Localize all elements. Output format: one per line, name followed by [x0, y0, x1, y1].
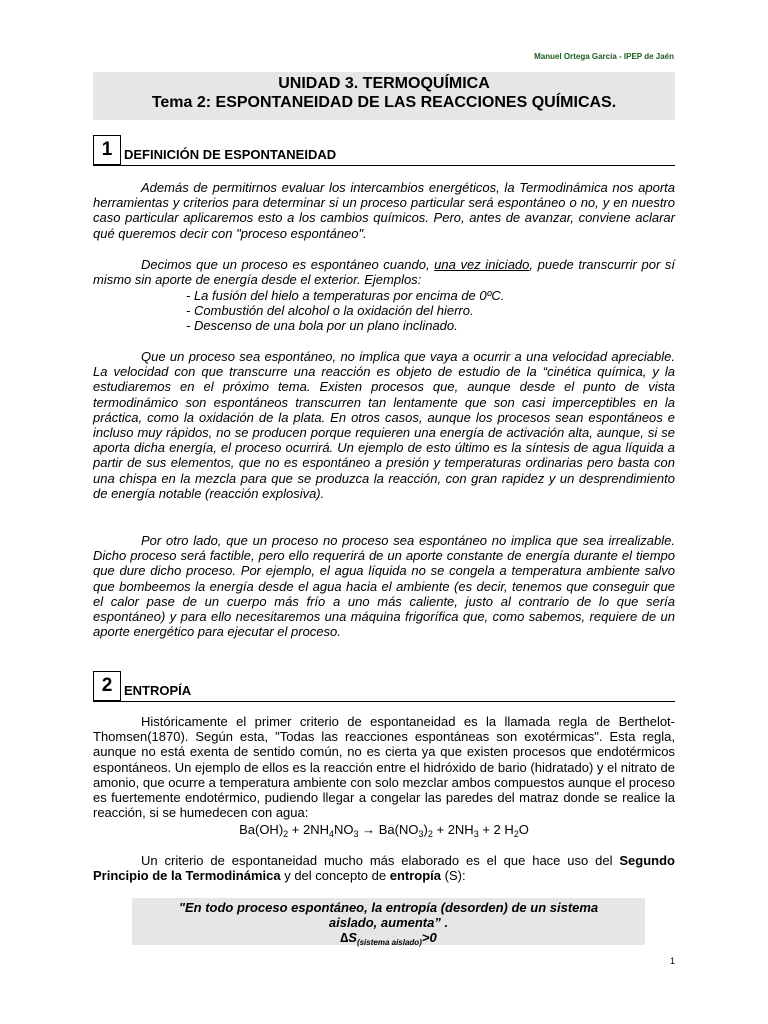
- underlined-text: una vez iniciado: [434, 257, 530, 272]
- topic-title: Tema 2: ESPONTANEIDAD DE LAS REACCIONES QUÍMICAS.: [151, 94, 617, 111]
- eq-part: → Ba(NO: [358, 822, 419, 837]
- text: (S):: [441, 868, 466, 884]
- chemical-equation: [93, 822, 675, 842]
- bold-text: Segundo Principio de la Termodinámica: [93, 853, 675, 884]
- eq-part: + 2 H: [478, 822, 514, 837]
- eq-part: O: [518, 822, 529, 837]
- paragraph: Por otro lado, que un proceso no proceso sea espontáneo no implica que sea irrealizable. Dicho proceso será factible, pero ello requerirá de un aporte constante de energía durante el tiempo que dure dicho proceso. Por ejemplo, el agua líquida no se congela a temperatura ambiente salvo que bombeemos la energía desde el agua hacia el ambiente (es decir, tenemos que conseguir que el calor pase de un cuerpo más frío a uno más caliente, justo al contrario de lo que sería espontáneo) y para ello necesitaremos una máquina frigorífica que, como sabemos, requiere de un aporte energético para ejecutar el proceso.: [93, 533, 675, 640]
- formula-subscript: (sistema aislado): [356, 938, 422, 947]
- quote-line: "En todo proceso espontáneo, la entropía (desorden) de un sistema: [178, 900, 599, 915]
- eq-sub: 2: [283, 829, 289, 839]
- eq-sub: 2: [513, 829, 519, 839]
- eq-sub: 3: [418, 829, 424, 839]
- example-item: - Combustión del alcohol o la oxidación del hierro.: [186, 303, 474, 318]
- paragraph: Además de permitirnos evaluar los intercambios energéticos, la Termodinámica nos aporta herramientas y criterios para determinar si un proceso particular será espontáneo o no, y en nuestro caso particular aplicaremos esto a los cambios químicos. Pero, antes de avanzar, conviene aclarar qué queremos decir con "proceso espontáneo".: [93, 180, 675, 241]
- text: Decimos que un proceso es espontáneo cuando,: [141, 257, 435, 272]
- formula-value: >0: [421, 930, 437, 945]
- bold-text: entropía: [389, 868, 442, 884]
- eq-part: + 2NH: [288, 822, 329, 837]
- paragraph: [93, 257, 675, 287]
- entropy-formula: [132, 930, 645, 950]
- eq-part: NO: [334, 822, 354, 837]
- text: Un criterio de espontaneidad mucho más elaborado es el que hace uso del: [141, 853, 620, 868]
- eq-part: Ba(OH): [239, 822, 284, 837]
- eq-part: ): [423, 822, 428, 837]
- title-box: [93, 72, 675, 120]
- page-number: 1: [669, 956, 675, 966]
- principle-quote-box: [132, 898, 645, 945]
- section-title: DEFINICIÓN DE ESPONTANEIDAD: [124, 147, 337, 162]
- quote-line: aislado, aumenta” .: [328, 915, 449, 930]
- text: , puede transcurrir por sí mismo sin aporte de energía desde el exterior. Ejemplos:: [93, 257, 675, 288]
- delta-s: ∆S: [340, 930, 357, 945]
- author-header: Manuel Ortega García - IPEP de Jaén: [534, 52, 674, 61]
- paragraph: [93, 853, 675, 883]
- example-item: - Descenso de una bola por un plano inclinado.: [186, 318, 458, 333]
- section-2-header: [93, 671, 675, 702]
- eq-sub: 3: [353, 829, 359, 839]
- eq-sub: 4: [329, 829, 335, 839]
- section-title: ENTROPÍA: [124, 683, 192, 698]
- section-number: 1: [93, 135, 121, 165]
- eq-sub: 2: [427, 829, 433, 839]
- paragraph: Que un proceso sea espontáneo, no implica que vaya a ocurrir a una velocidad apreciable. La velocidad con que transcurre una reacción es objeto de estudio de la “cinética química, y la estudiaremos en el próximo tema. Existen procesos que, aunque desde el punto de vista termodinámico son espontáneos transcurren tan lentamente que son casi imperceptibles en la práctica, como la oxidación de la plata. En otros casos, aunque los procesos sean espontáneos e incluso muy rápidos, no se producen porque requieren una energía de activación alta, aunque, si se aporta dicha energía, el proceso ocurrirá. Un ejemplo de esto último es la síntesis de agua líquida a partir de sus elementos, que no es espontáneo a presión y temperaturas ordinarias pero basta con una chispa en la mezcla para que se produzca la reacción, con gran rapidez y un desprendimiento de energía notable (reacción explosiva).: [93, 349, 675, 501]
- section-number: 2: [93, 671, 121, 701]
- eq-part: + 2NH: [432, 822, 474, 837]
- paragraph: Históricamente el primer criterio de espontaneidad es la llamada regla de Berthelot-Thomsen(1870). Según esta, "Todas las reacciones espontáneas son exotérmicas". Esta regla, aunque no está exenta de sentido común, no es cierta ya que existen procesos que endotérmicos espontáneos. Un ejemplo de ellos es la reacción entre el hidróxido de bario (hidratado) y el nitrato de amonio, que ocurre a temperatura ambiente con solo mezclar ambos compuestos aunque el proceso es fuertemente endotérmico, pudiendo llegar a congelar las paredes del matraz donde se realice la reacción, si se humedecen con agua:: [93, 714, 675, 821]
- eq-sub: 3: [473, 829, 479, 839]
- example-item: - La fusión del hielo a temperaturas por encima de 0ºC.: [186, 288, 505, 303]
- text: y del concepto de: [280, 868, 390, 884]
- section-1-header: [93, 135, 675, 166]
- unit-title: UNIDAD 3. TERMOQUÍMICA: [278, 75, 490, 92]
